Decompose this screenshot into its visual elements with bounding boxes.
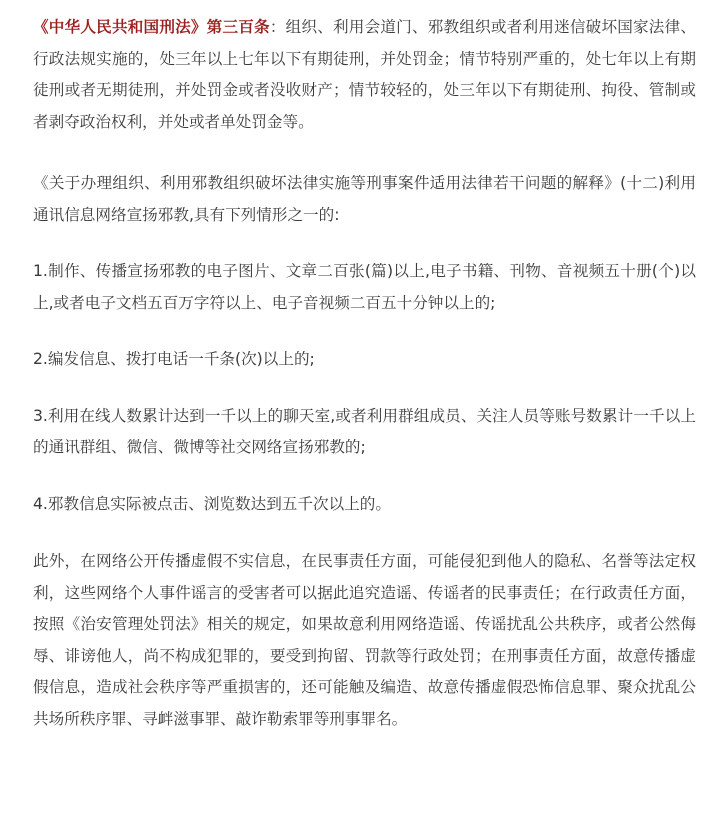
criminal-law-article-paragraph <box>33 12 696 138</box>
law-title: 《中华人民共和国刑法》第三百条 <box>33 18 270 36</box>
paragraph-spacer <box>33 138 696 168</box>
paragraph-spacer <box>33 231 696 256</box>
interpretation-item-4: 4.邪教信息实际被点击、浏览数达到五千次以上的。 <box>33 494 391 513</box>
paragraph-spacer <box>33 520 696 546</box>
paragraph-spacer <box>33 376 696 401</box>
interpretation-intro: 《关于办理组织、利用邪教组织破坏法律实施等刑事案件适用法律若干问题的解释》(十二)利用通讯信息网络宣扬邪教,具有下列情形之一的: <box>33 174 696 224</box>
conclusion-paragraph: 此外，在网络公开传播虚假不实信息，在民事责任方面，可能侵犯到他人的隐私、名誉等法定权利，这些网络个人事件谣言的受害者可以据此追究造谣、传谣者的民事责任；在行政责任方面，按照《治安管理处罚法》相关的规定，如果故意利用网络造谣、传谣扰乱公共秩序，或者公然侮辱、诽谤他人，尚不构成犯罪的，要受到拘留、罚款等行政处罚；在刑事责任方面，故意传播虚假信息，造成社会秩序等严重损害的，还可能触及编造、故意传播虚假恐怖信息罪、聚众扰乱公共场所秩序罪、寻衅滋事罪、敲诈勒索罪等刑事罪名。 <box>33 552 696 728</box>
interpretation-item-2: 2.编发信息、拨打电话一千条(次)以上的; <box>33 350 315 368</box>
paragraph-spacer <box>33 464 696 489</box>
interpretation-item-1: 1.制作、传播宣扬邪教的电子图片、文章二百张(篇)以上,电子书籍、刊物、音视频五十册(个)以上,或者电子文档五百万字符以上、电子音视频二百五十分钟以上的; <box>33 262 696 312</box>
law-article-text: ：组织、利用会道门、邪教组织或者利用迷信破坏国家法律、行政法规实施的，处三年以上七年以下有期徒刑，并处罚金；情节特别严重的，处七年以上有期徒刑或者无期徒刑，并处罚金或者没收财产；情节较轻的，处三年以下有期徒刑、拘役、管制或者剥夺政治权利，并处或者单处罚金等。 <box>33 18 696 131</box>
paragraph-spacer <box>33 319 696 344</box>
interpretation-item-3: 3.利用在线人数累计达到一千以上的聊天室,或者利用群组成员、关注人员等账号数累计一千以上的通讯群组、微信、微博等社交网络宣扬邪教的; <box>33 406 696 456</box>
